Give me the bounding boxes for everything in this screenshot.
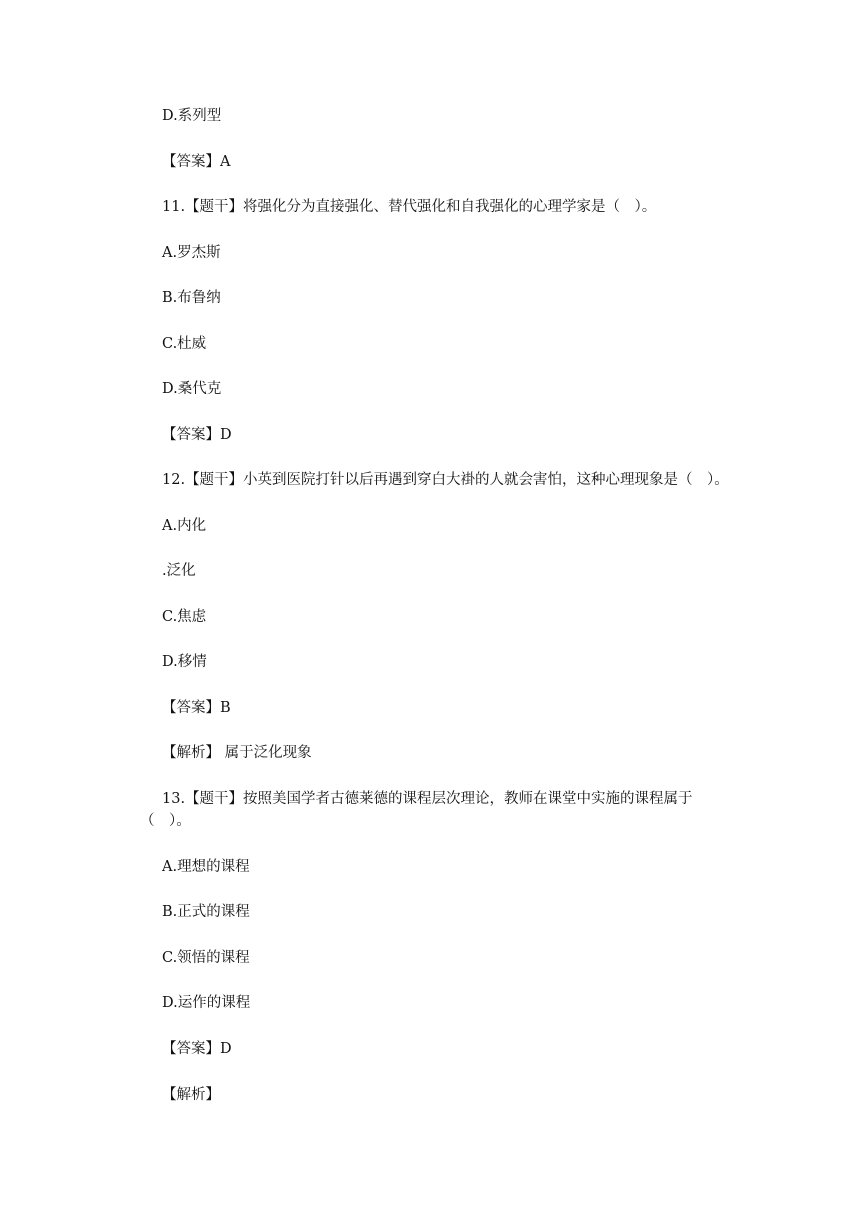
q13-option-c: C.领悟的课程 (162, 950, 250, 966)
q11-option-d: D.桑代克 (162, 381, 222, 397)
q12-analysis: 【解析】 属于泛化现象 (162, 745, 312, 761)
q13-answer: 【答案】D (162, 1041, 232, 1057)
q13-stem-line-1: 13.【题干】按照美国学者古德莱德的课程层次理论，教师在课堂中实施的课程属于 (162, 791, 693, 807)
q13-option-d: D.运作的课程 (162, 995, 251, 1011)
q13-stem-line-2: （ ）。 (140, 813, 191, 829)
q10-option-d: D.系列型 (162, 108, 222, 124)
q13-option-b: B.正式的课程 (162, 904, 250, 920)
q11-stem: 11.【题干】将强化分为直接强化、替代强化和自我强化的心理学家是（ ）。 (162, 199, 657, 215)
q11-option-b: B.布鲁纳 (162, 290, 221, 306)
q13-analysis: 【解析】 (162, 1087, 220, 1103)
q12-option-a: A.内化 (162, 518, 207, 534)
q10-answer: 【答案】A (162, 154, 231, 170)
q12-option-b: .泛化 (162, 563, 196, 579)
q11-answer: 【答案】D (162, 427, 232, 443)
q13-option-a: A.理想的课程 (162, 859, 250, 875)
q12-option-d: D.移情 (162, 654, 207, 670)
q11-option-c: C.杜威 (162, 336, 207, 352)
q12-answer: 【答案】B (162, 700, 231, 716)
q11-option-a: A.罗杰斯 (162, 245, 221, 261)
q12-option-c: C.焦虑 (162, 609, 207, 625)
q12-stem: 12.【题干】小英到医院打针以后再遇到穿白大褂的人就会害怕，这种心理现象是（ ）。 (162, 472, 729, 488)
